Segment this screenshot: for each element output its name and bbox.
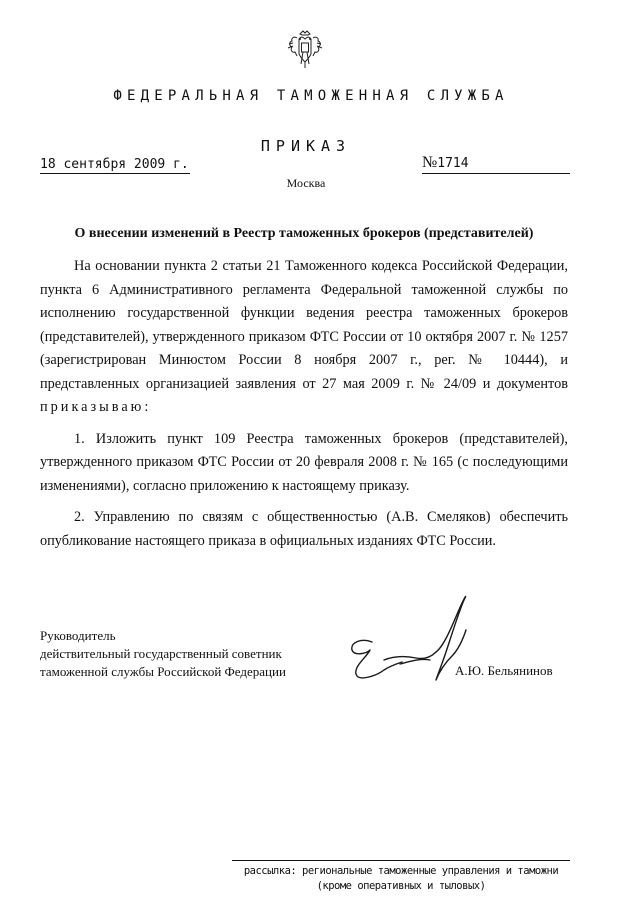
handwritten-signature [340,590,490,700]
order-date: 18 сентября 2009 г. [40,157,189,172]
basis-text: На основании пункта 2 статьи 21 Таможенного кодекса Российской Федерации, пункта 6 Административного регламента Федеральной таможенной службы по исполнению государственной функции ведения реестра таможенных брокеров (представителей), утвержденного приказом ФТС России от 10 октября 2007 г. № 1257 (зарегистрирован Минюстом России 8 ноября 2007 г., рег. № 10444), и представленных организацией заявления от 27 мая 2009 г. № 24/09 и документов [40,258,568,392]
paragraph-basis [40,255,568,420]
distribution-line-1: рассылка: региональные таможенные управления и таможни [243,865,559,877]
order-heading: ПРИКАЗ [260,137,352,155]
distribution-rule [232,860,570,861]
signer-name: А.Ю. Бельянинов [455,663,553,678]
agency-name: ФЕДЕРАЛЬНАЯ ТАМОЖЕННАЯ СЛУЖБА [113,88,509,104]
distribution-list [232,864,570,894]
signatory-line-3: таможенной службы Российской Федерации [40,664,286,679]
number-sign: № [422,154,438,171]
order-number: 1714 [437,156,469,171]
document-title: О внесении изменений в Реестр таможенных брокеров (представителей) [74,226,534,241]
paragraph-item-2: 2. Управлению по связям с общественностью (А.В. Смеляков) обеспечить опубликование настоящего приказа в официальных изданиях ФТС России. [40,509,568,549]
order-body [40,255,568,561]
order-number-field [422,154,570,174]
paragraph-item-1: 1. Изложить пункт 109 Реестра таможенных брокеров (представителей), утвержденного приказом ФТС России от 20 февраля 2008 г. № 165 (с последующими изменениями), согласно приложению к настоящему приказу. [40,430,568,494]
order-city: Москва [286,176,326,190]
signatory-line-2: действительный государственный советник [40,646,282,661]
signatory-line-1: Руководитель [40,628,116,643]
distribution-line-2: (кроме оперативных и тыловых) [316,880,486,892]
signatory-title [40,627,286,681]
coat-of-arms-emblem [285,28,325,72]
order-directive: приказываю: [40,399,152,415]
